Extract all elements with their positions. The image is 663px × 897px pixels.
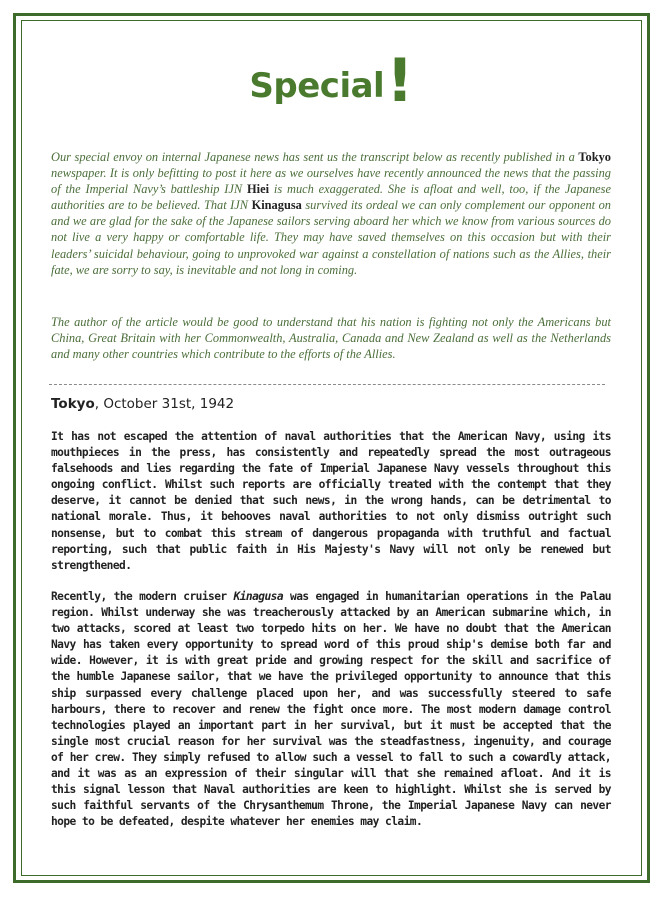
intro-bold-hiei: Hiei <box>247 182 270 197</box>
article-paragraph-1: It has not escaped the attention of naval authorities that the American Navy, using its mouthpieces in the press, has consistently and repeatedly spread the most outrageous falsehoods and lies regarding the fate of Imperial Japanese Navy vessels throughout this ongoing conflict. Whilst such reports are officially treated with the contempt that they deserve, it cannot be denied that such news, in the wrong hands, can be detrimental to national morale. Thus, it behooves naval authorities to not only dismiss outright such nonsense, but to combat this stream of dangerous propaganda with truthful and factual reporting, such that public faith in His Majesty's Navy will not only be renewed but strengthened. <box>51 430 611 572</box>
intro-bold-tokyo: Tokyo <box>578 150 611 164</box>
article-paragraph-2 <box>51 589 611 830</box>
page-title <box>0 42 663 116</box>
title-text: Special <box>249 66 385 106</box>
article-text: was engaged in humanitarian operations in the Palau region. Whilst underway she was treacherously attacked by an American submarine which, in two attacks, scored at least two torpedo hits on her. We have no doubt that the American Navy has taken every opportunity to spread word of this proud ship's demise both far and wide. However, it is with great pride and growing respect for the skill and sacrifice of the humble Japanese sailor, that we have the privileged opportunity to announce that this ship surpassed every challenge placed upon her, and was successfully steered to safe harbours, there to recover and renew the fight once more. The most modern damage control technologies played an important part in her survival, but it must be accepted that the single most crucial reason for her survival was the steadfastness, ingenuity, and courage of her crew. They simply refused to allow such a vessel to fall to such a cowardly attack, and it was as an expression of their singular will that she remained afloat. And it is this signal lesson that Naval authorities are keen to highlight. Whilst she is served by such faithful servants of the Chrysanthemum Throne, the Imperial Japanese Navy can never hope to be defeated, despite whatever her enemies may claim. <box>51 590 611 829</box>
intro-bold-kinagusa: Kinagusa <box>251 198 302 213</box>
intro-text: survived its ordeal we can only complement our opponent on and we are glad for the sake of the Japanese sailors serving aboard her which we know from various sources do not live a very happy or comfortable life. They may have saved themselves on this occasion but with their leaders’ suicidal behaviour, going to unprovoked war against a constellation of nations such as the Allies, their fate, we are sorry to say, is inevitable and not long in coming. <box>51 198 611 277</box>
dateline <box>51 396 234 412</box>
intro-text: newspaper. It is only befitting to post it here as we ourselves have recently announced the news that the passing of the Imperial Navy’s battleship IJN <box>51 166 611 197</box>
dateline-date: , October 31st, 1942 <box>94 396 235 412</box>
intro-text: is much exaggerated. She is afloat and well, too, if the Japanese authorities are to be believed. That IJN <box>51 182 611 213</box>
intro-paragraph-1 <box>51 149 611 278</box>
intro-text: Our special envoy on internal Japanese news has sent us the transcript below as recently published in a <box>51 150 579 164</box>
intro-paragraph-2: The author of the article would be good to understand that his nation is fighting not only the Americans but China, Great Britain with her Commonwealth, Australia, Canada and New Zealand as well as the Netherlands and many other countries which contribute to the efforts of the Allies. <box>51 315 611 362</box>
dateline-city: Tokyo <box>51 396 95 412</box>
article-text: Recently, the modern cruiser <box>51 590 234 603</box>
section-divider <box>49 384 605 385</box>
exclamation-mark: ! <box>386 46 414 116</box>
article-ship-name: Kinagusa <box>233 590 284 603</box>
